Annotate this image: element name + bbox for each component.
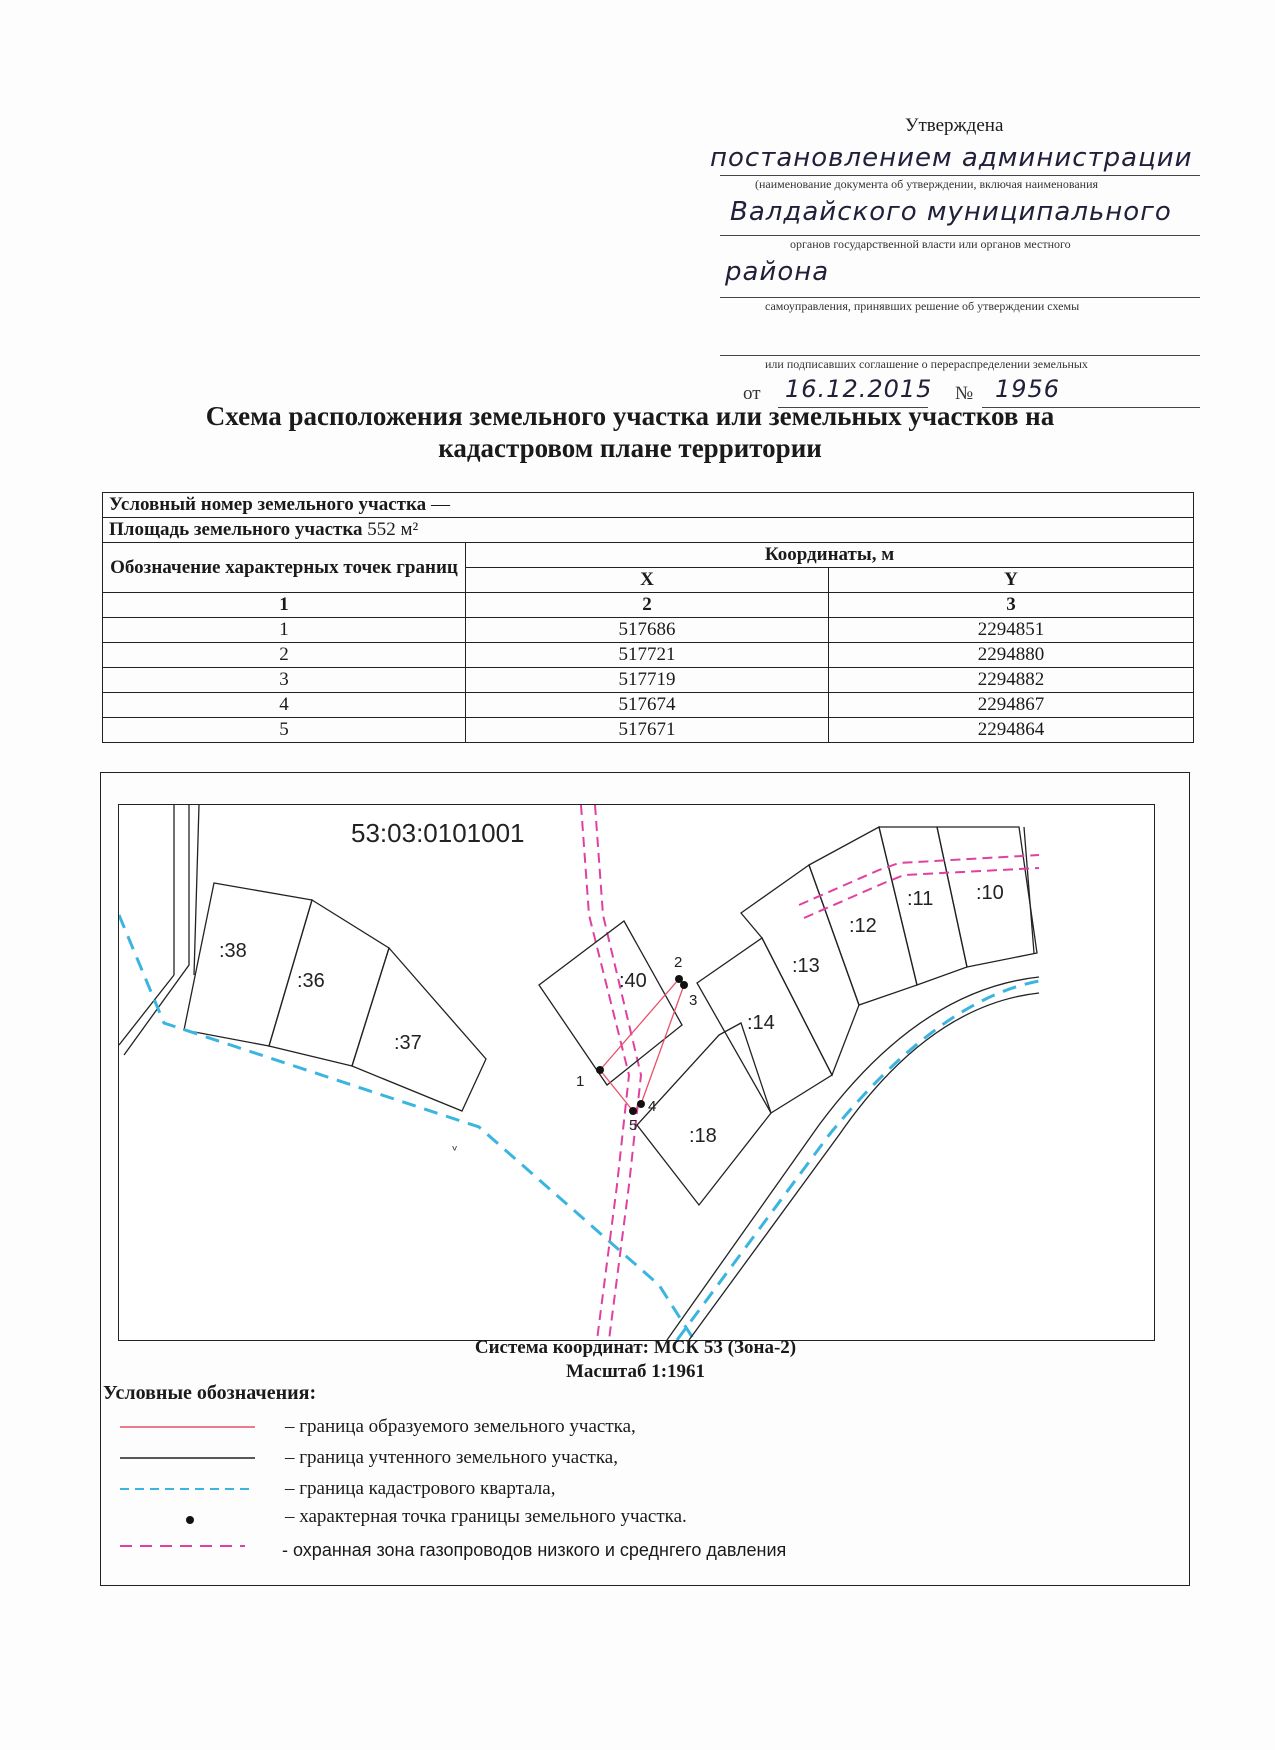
y-cell: 2294867 — [829, 693, 1194, 718]
parcel-36 — [269, 900, 389, 1066]
legend-text: – граница образуемого земельного участка, — [285, 1416, 636, 1437]
legend-item-gas-zone — [120, 1538, 1020, 1560]
legend-item-quarter-boundary — [120, 1478, 1020, 1500]
parcel-18 — [637, 1023, 771, 1205]
x-cell: 517671 — [466, 718, 829, 743]
road-edge — [667, 977, 1039, 1340]
document-title — [150, 400, 1110, 464]
legend-item-new-boundary — [120, 1416, 1020, 1438]
dot-icon — [120, 1506, 260, 1528]
table-row — [103, 718, 1194, 743]
parcel-37 — [352, 948, 486, 1111]
conditional-number-value: — — [430, 494, 450, 515]
handwritten-document-name: постановлением администрации — [710, 143, 1193, 173]
points-header: Обозначение характерных точек границ — [103, 543, 466, 593]
legend-text: – граница учтенного земельного участка, — [285, 1447, 618, 1468]
x-cell: 517674 — [466, 693, 829, 718]
parcel-label: :37 — [394, 1032, 422, 1054]
handwritten-date: 16.12.2015 — [785, 375, 933, 403]
x-cell: 517719 — [466, 668, 829, 693]
note-4: или подписавших соглашение о перераспределении земельных — [765, 357, 1088, 371]
y-cell: 2294864 — [829, 718, 1194, 743]
parcel-label: :10 — [976, 882, 1004, 904]
road-edge — [194, 805, 199, 975]
point-label-3: 3 — [689, 992, 698, 1009]
boundary-point-4 — [637, 1100, 645, 1108]
parcel-label: :40 — [619, 970, 647, 992]
coordinate-system: Система координат: МСК 53 (Зона-2) — [474, 1337, 797, 1358]
area-row — [103, 518, 1194, 543]
point-cell: 5 — [103, 718, 466, 743]
quarter-boundary — [677, 981, 1039, 1340]
road-edge — [124, 805, 189, 1055]
scale: Масштаб 1:1961 — [565, 1361, 706, 1382]
parcel-label: :12 — [849, 915, 877, 937]
boundary-point-5 — [629, 1107, 637, 1115]
cadastral-map — [118, 804, 1155, 1341]
point-cell: 2 — [103, 643, 466, 668]
pink-dashed-line-icon — [120, 1538, 260, 1560]
boundary-point-3 — [680, 981, 688, 989]
handwritten-district: района — [725, 257, 830, 287]
map-svg — [119, 805, 1154, 1340]
y-header: Y — [829, 568, 1194, 593]
area-cell — [103, 518, 1194, 543]
underline-4 — [720, 355, 1200, 356]
note-1: (наименование документа об утверждении, включая наименования — [755, 177, 1099, 191]
blue-dashed-line-icon — [120, 1478, 260, 1500]
road-edge — [119, 975, 174, 1045]
point-label-1: 1 — [576, 1073, 585, 1090]
y-cell: 2294882 — [829, 668, 1194, 693]
header-row-1 — [103, 543, 1194, 568]
note-3: самоуправления, принявших решение об утверждении схемы — [765, 299, 1080, 313]
underline-1 — [720, 175, 1200, 176]
coordinate-system-block — [118, 1336, 1153, 1384]
x-cell: 517686 — [466, 618, 829, 643]
table-row — [103, 643, 1194, 668]
col-num-1: 1 — [103, 593, 466, 618]
parcel-label: :14 — [747, 1012, 775, 1034]
point-label-2: 2 — [674, 954, 683, 971]
new-parcel-boundary — [600, 979, 684, 1111]
legend-text: – граница кадастрового квартала, — [285, 1478, 556, 1499]
note-2: органов государственной власти или органов местного — [790, 237, 1071, 251]
boundary-point-1 — [596, 1066, 604, 1074]
underline-3 — [720, 297, 1200, 298]
col-num-2: 2 — [466, 593, 829, 618]
red-line-icon — [120, 1416, 260, 1438]
table-row — [103, 618, 1194, 643]
table-row — [103, 668, 1194, 693]
parcel-label: :13 — [792, 955, 820, 977]
area-value: 552 м² — [367, 519, 419, 540]
road-edge — [689, 993, 1039, 1340]
point-cell: 1 — [103, 618, 466, 643]
quarter-boundary — [119, 915, 694, 1340]
underline-2 — [720, 235, 1200, 236]
legend-text: – характерная точка границы земельного участка. — [285, 1506, 687, 1527]
table-row — [103, 693, 1194, 718]
parcel-label: :38 — [219, 940, 247, 962]
point-label-4: 4 — [648, 1098, 657, 1115]
point-cell: 3 — [103, 668, 466, 693]
number-prefix: № — [955, 383, 974, 404]
road-edge — [1024, 827, 1034, 953]
parcel-label: :36 — [297, 970, 325, 992]
legend-item-point — [120, 1506, 1020, 1528]
coordinates-table — [102, 492, 1194, 743]
y-cell: 2294851 — [829, 618, 1194, 643]
parcel-label: :18 — [689, 1125, 717, 1147]
map-mark: ᵛ — [452, 1143, 458, 1159]
point-label-5: 5 — [629, 1117, 638, 1134]
parcel-label: :11 — [907, 888, 934, 910]
title-line-1: Схема расположения земельного участка или земельных участков на — [205, 401, 1055, 431]
date-prefix: от — [743, 383, 761, 404]
y-cell: 2294880 — [829, 643, 1194, 668]
title-line-2: кадастровом плане территории — [438, 433, 822, 463]
handwritten-authority: Валдайского муниципального — [730, 197, 1172, 227]
conditional-number-row — [103, 493, 1194, 518]
handwritten-number: 1956 — [995, 375, 1061, 403]
quarter-label: 53:03:0101001 — [351, 818, 525, 848]
column-number-row — [103, 593, 1194, 618]
area-label: Площадь земельного участка — [109, 519, 363, 540]
conditional-number-label: Условный номер земельного участка — [109, 494, 427, 515]
legend-item-existing-boundary — [120, 1447, 1020, 1469]
conditional-number-cell — [103, 493, 1194, 518]
point-cell: 4 — [103, 693, 466, 718]
approved-label: Утверждена — [905, 115, 1004, 136]
legend-text: - охранная зона газопроводов низкого и среднгего давления — [282, 1540, 787, 1560]
legend-title: Условные обозначения: — [103, 1382, 317, 1404]
coords-header: Координаты, м — [466, 543, 1194, 568]
x-cell: 517721 — [466, 643, 829, 668]
black-line-icon — [120, 1447, 260, 1469]
col-num-3: 3 — [829, 593, 1194, 618]
x-header: X — [466, 568, 829, 593]
